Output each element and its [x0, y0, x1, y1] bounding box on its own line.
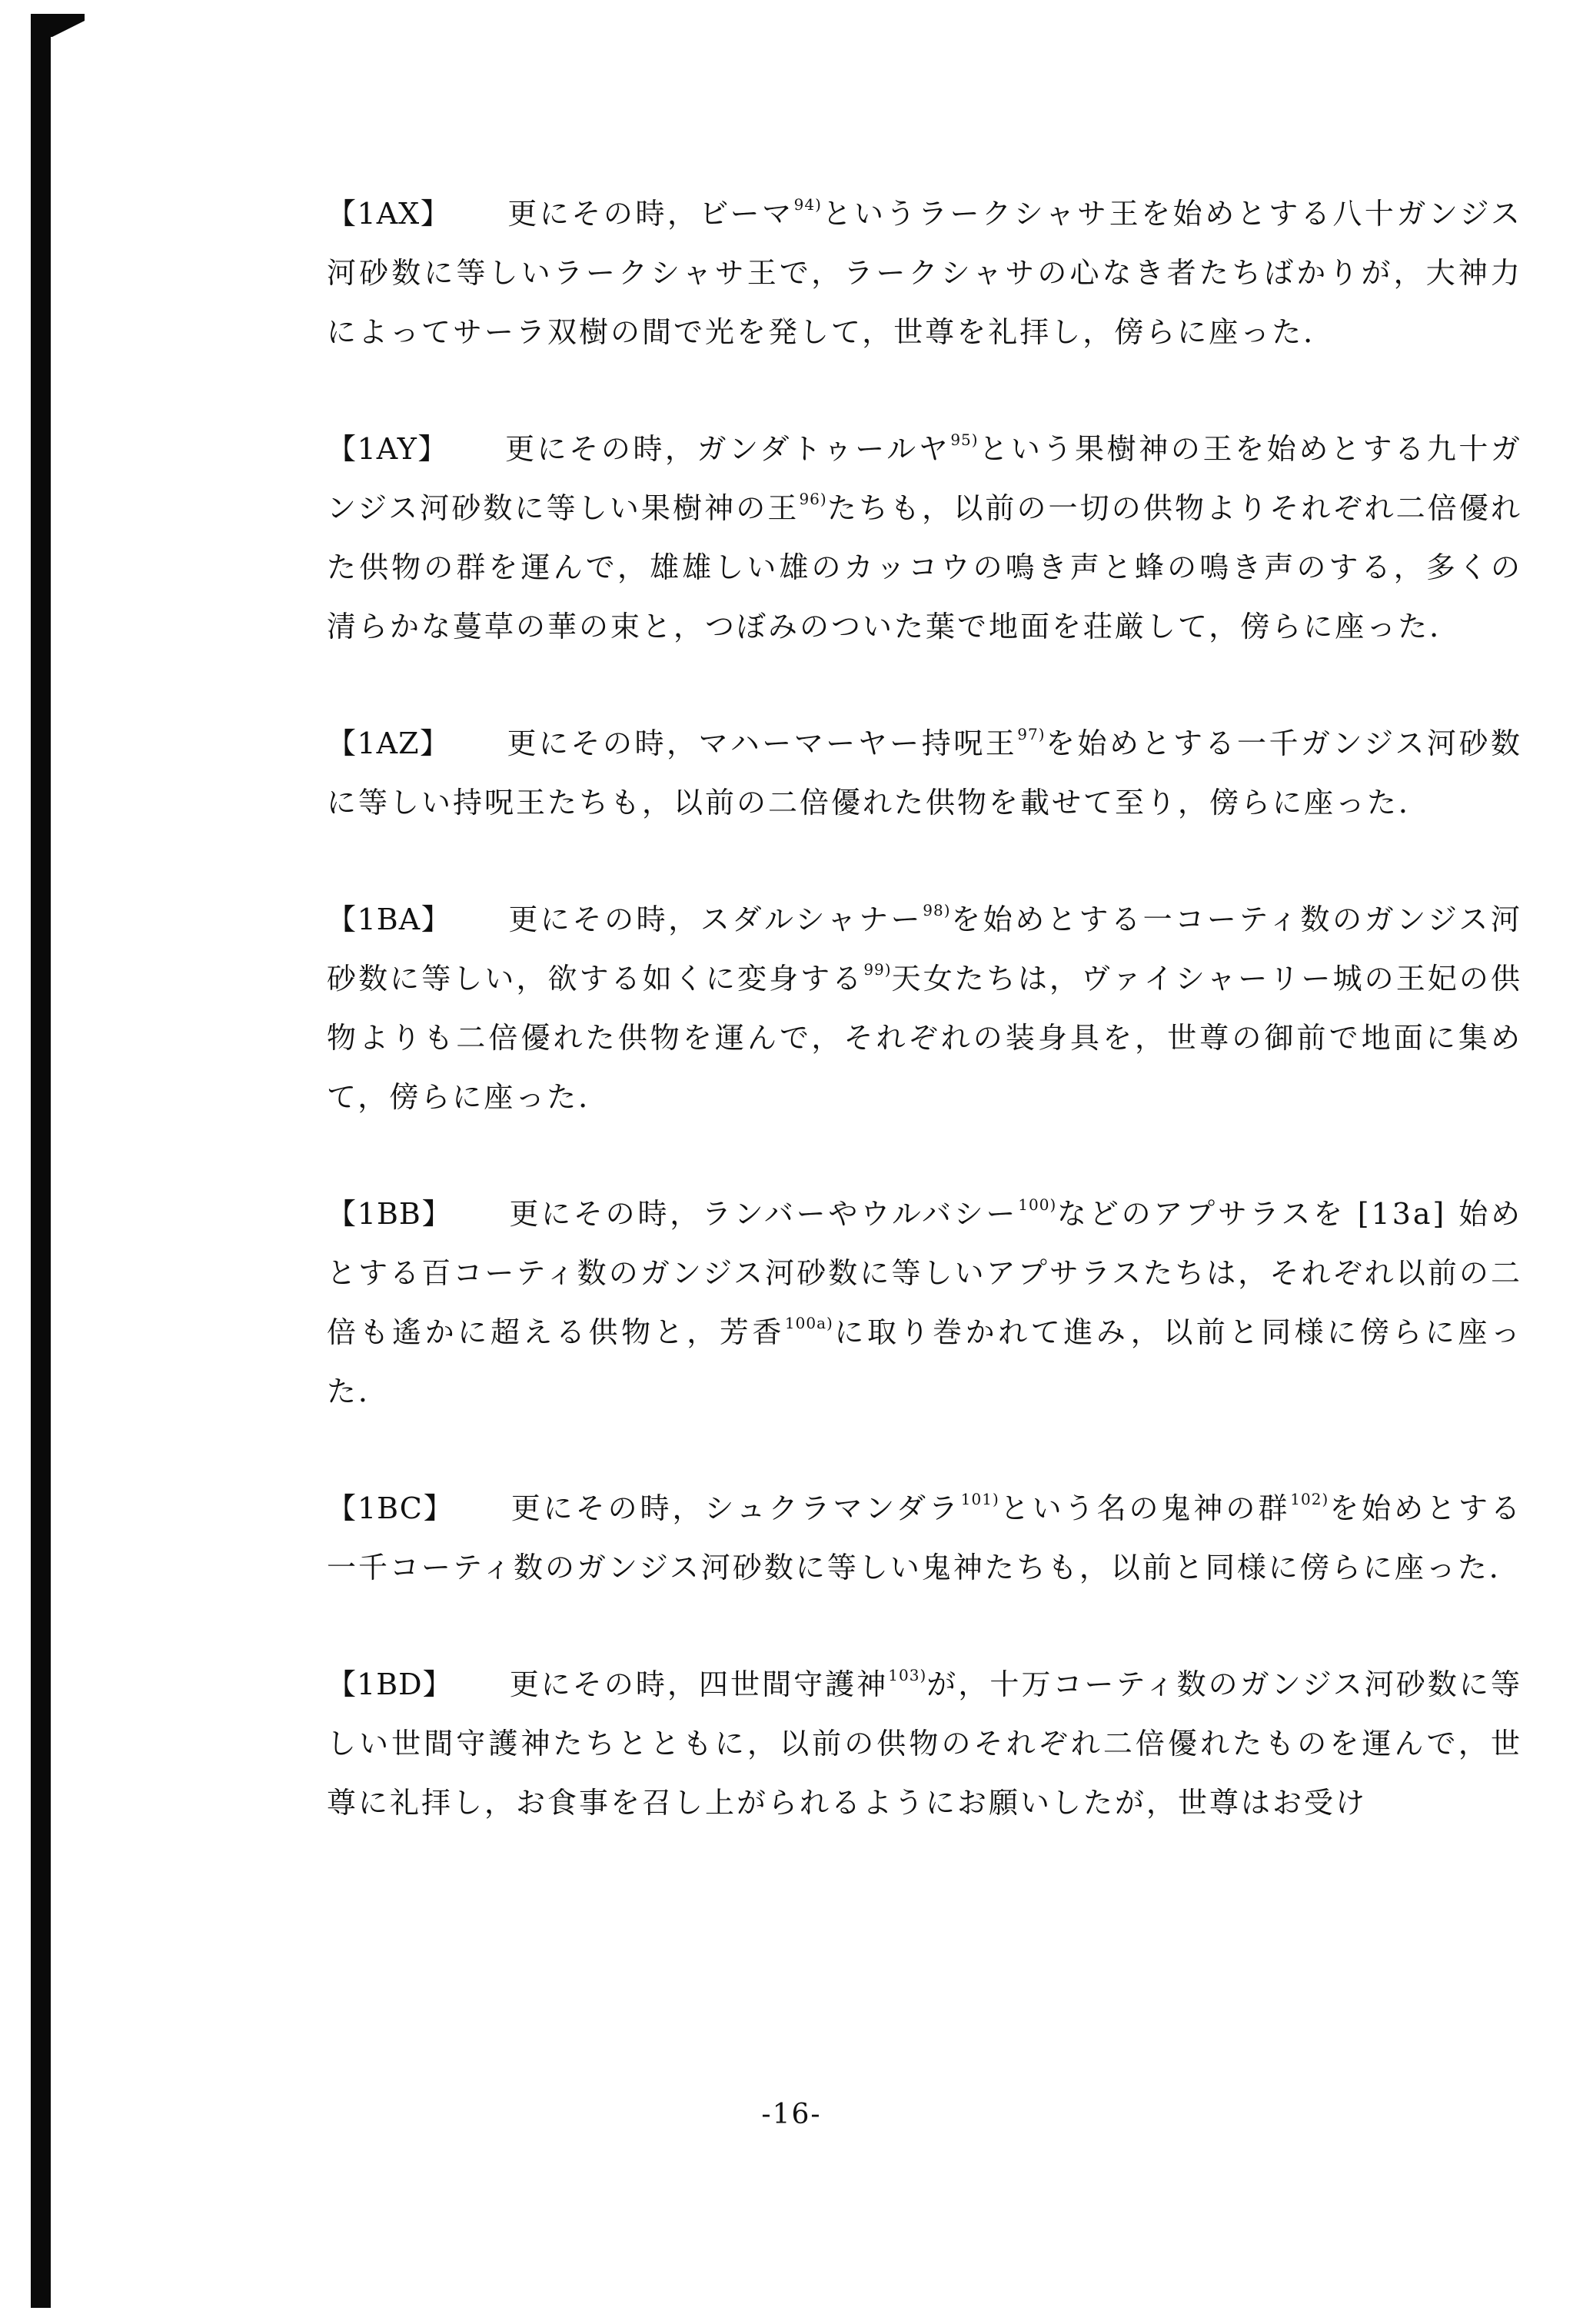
footnote-ref: 101) — [960, 1490, 999, 1508]
footnote-ref: 95) — [950, 431, 979, 449]
paragraph — [327, 420, 1522, 657]
paragraph — [327, 714, 1522, 833]
paragraph — [327, 1185, 1522, 1421]
paragraph — [327, 1655, 1522, 1833]
footnote-ref: 102) — [1290, 1490, 1329, 1508]
paragraph-text: 更にその時，ランバーやウルバシー — [509, 1197, 1019, 1231]
section-tag: 【1AY】 — [327, 432, 448, 466]
footnote-ref: 98) — [923, 901, 951, 919]
scan-corner-mark — [31, 14, 85, 37]
paragraph-text: に取り巻かれて進み，以前と同様に傍らに座った． — [327, 1315, 1522, 1408]
section-tag: 【1BC】 — [327, 1491, 454, 1525]
paragraph-text: というラークシャサ王を始めとする八十ガンジス河砂数に等しいラークシャサ王で，ラークシャサの心なき者たちばかりが，大神力によってサーラ双樹の間で光を発して，世尊を礼拝し，傍らに座った． — [327, 197, 1522, 349]
paragraph-text: が，十万コーティ数のガンジス河砂数に等しい世間守護神たちとともに，以前の供物のそれぞれ二倍優れたものを運んで，世尊に礼拝し，お食事を召し上がられるようにお願いしたが，世尊はお受け — [327, 1667, 1523, 1820]
paragraph-text: 更にその時，マハーマーヤー持呪王 — [507, 726, 1018, 760]
paragraph — [327, 890, 1522, 1127]
footnote-ref: 94) — [793, 195, 822, 214]
page-number: -16- — [761, 2099, 822, 2130]
footnote-ref: 99) — [863, 960, 892, 979]
paragraph-text: などのアプサラスを [13a] 始めとする百コーティ数のガンジス河砂数に等しいアプサラスたちは，それぞれ以前の二倍も遙かに超える供物と，芳香 — [327, 1197, 1522, 1349]
paragraph-text: 更にその時，ビーマ — [507, 197, 794, 231]
paragraph-text: を始めとする一千コーティ数のガンジス河砂数に等しい鬼神たちも，以前と同様に傍らに座った． — [327, 1491, 1522, 1584]
page-body — [327, 185, 1522, 1890]
paragraph-text: を始めとする一コーティ数のガンジス河砂数に等しい，欲する如くに変身する — [327, 903, 1522, 996]
paragraph — [327, 185, 1522, 362]
paragraph-text: という名の鬼神の群 — [999, 1491, 1291, 1525]
paragraph — [327, 1479, 1522, 1598]
footnote-ref: 97) — [1017, 725, 1046, 743]
section-tag: 【1BA】 — [327, 903, 452, 936]
scan-edge-mark — [31, 17, 51, 2308]
paragraph-text: を始めとする一千ガンジス河砂数に等しい持呪王たちも，以前の二倍優れた供物を載せて至り，傍らに座った． — [327, 726, 1522, 820]
section-tag: 【1AX】 — [327, 197, 451, 231]
footnote-ref: 103) — [888, 1666, 927, 1684]
footnote-ref: 100) — [1018, 1195, 1057, 1214]
section-tag: 【1BD】 — [327, 1667, 453, 1701]
section-tag: 【1BB】 — [327, 1197, 453, 1231]
paragraph-text: 更にその時，シュクラマンダラ — [510, 1491, 961, 1525]
paragraph-text: たちも，以前の一切の供物よりそれぞれ二倍優れた供物の群を運んで，雄雄しい雄のカッコウの鳴き声と蜂の鳴き声のする，多くの清らかな蔓草の華の束と，つぼみのついた葉で地面を荘厳して，傍らに座った． — [327, 491, 1522, 643]
section-tag: 【1AZ】 — [327, 726, 451, 760]
footnote-ref: 96) — [799, 490, 827, 508]
footnote-ref: 100a) — [784, 1314, 833, 1332]
paragraph-text: 天女たちは，ヴァイシャーリー城の王妃の供物よりも二倍優れた供物を運んで，それぞれの装身具を，世尊の御前で地面に集めて，傍らに座った． — [327, 962, 1522, 1114]
paragraph-text: 更にその時，ガンダトゥールヤ — [505, 432, 951, 466]
paragraph-text: という果樹神の王を始めとする九十ガンジス河砂数に等しい果樹神の王 — [327, 432, 1522, 525]
paragraph-text: 更にその時，スダルシャナー — [508, 903, 923, 936]
paragraph-text: 更にその時，四世間守護神 — [509, 1667, 889, 1701]
